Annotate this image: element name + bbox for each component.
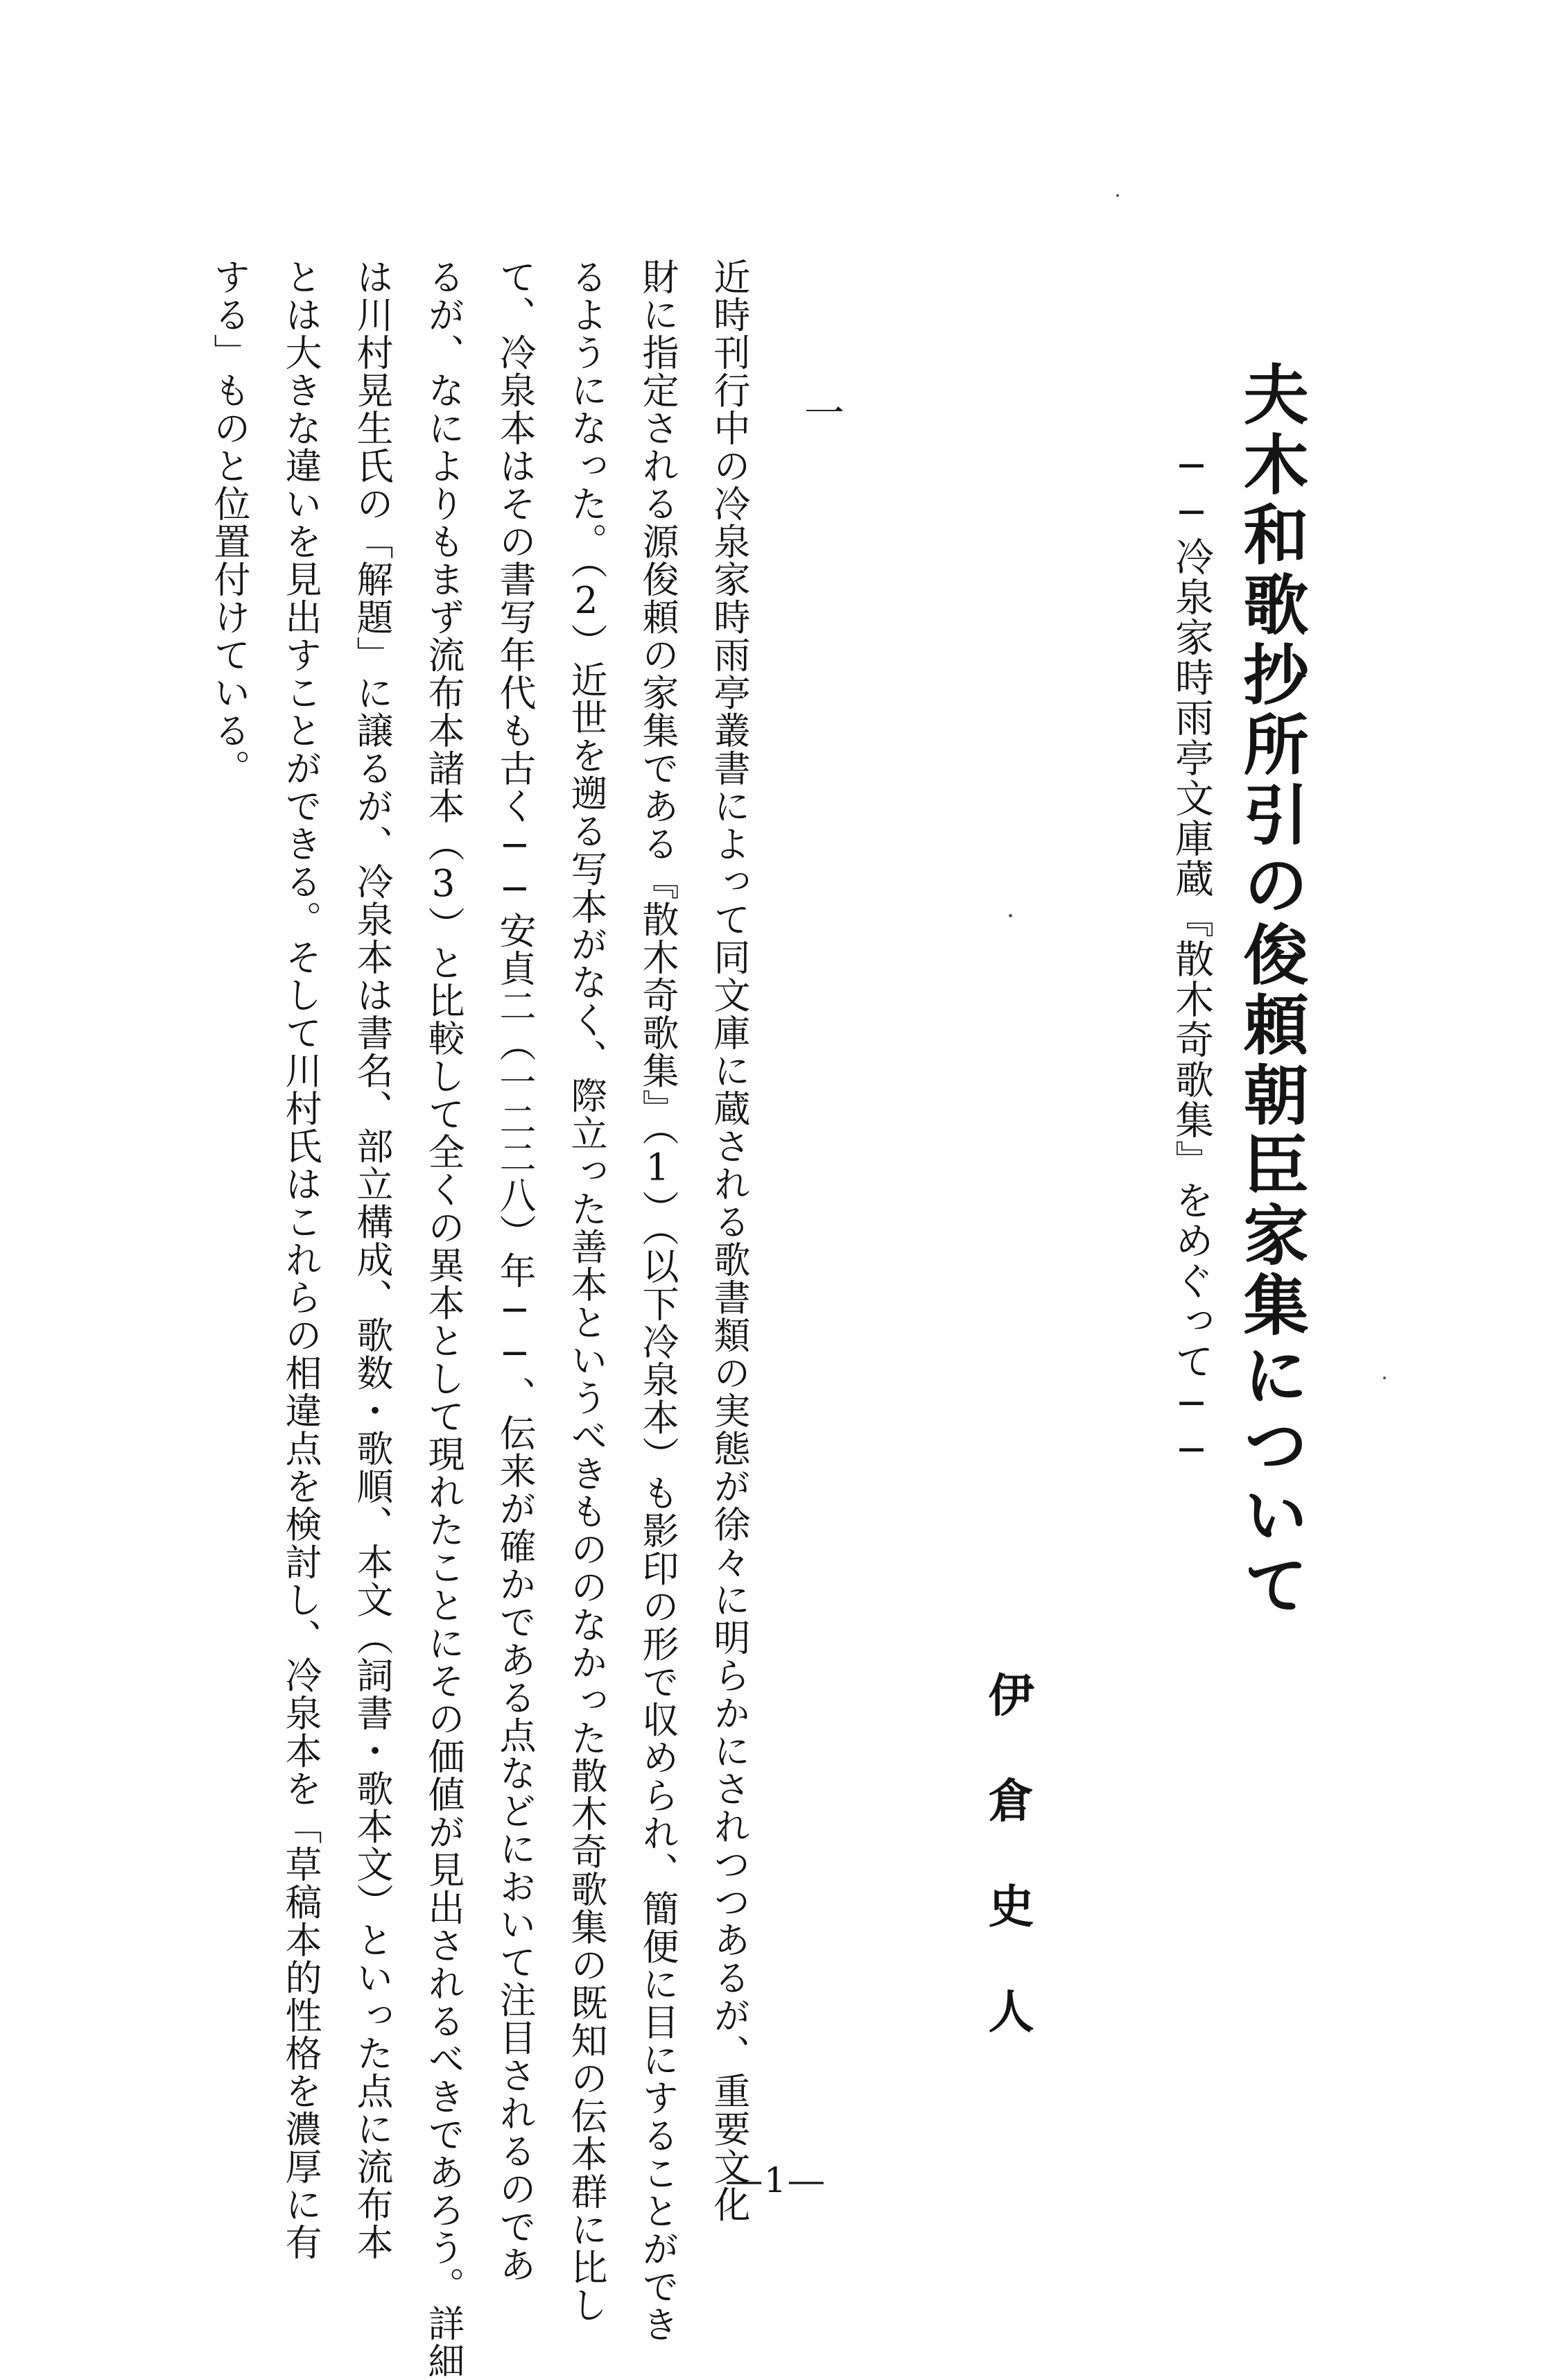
page-number: ―1―	[727, 2160, 826, 2200]
article-title: 夫木和歌抄所引の俊頼朝臣家集について	[1232, 361, 1308, 1621]
section-number: 一	[797, 392, 844, 432]
article-subtitle: ──冷泉家時雨亭文庫蔵『散木奇歌集』をめぐって──	[1169, 444, 1214, 1474]
body-line: は川村晃生氏の「解題」に譲るが、冷泉本は書名、部立構成、歌数・歌順、本文（詞書・歌本文）といった点に流布本	[351, 258, 393, 2261]
scan-speck	[1009, 914, 1012, 917]
body-line: るが、なによりもまず流布本諸本（3）と比較して全くの異本として現れたことにその価値が見出されるべきであろう。詳細	[422, 258, 465, 2380]
scan-speck	[1383, 1377, 1386, 1379]
body-line: とは大きな違いを見出すことができる。そして川村氏はこれらの相違点を検討し、冷泉本を「草稿本的性格を濃厚に有	[279, 258, 322, 2261]
body-line: 財に指定される源俊頼の家集である『散木奇歌集』（1）（以下冷泉本）も影印の形で収められ、簡便に目にすることができ	[636, 258, 679, 2343]
body-line: 近時刊行中の冷泉家時雨亭叢書によって同文庫に蔵される歌書類の実態が徐々に明らかにされつつあるが、重要文化	[708, 258, 750, 2223]
body-line: るようになった。（2）近世を遡る写本がなく、際立った善本というべきもののなかった散木奇歌集の既知の伝本群に比し	[565, 258, 607, 2324]
body-line: て、冷泉本はその書写年代も古く──安貞二（一二二八）年──、伝来が確かである点などにおいて注目されるのであ	[494, 258, 536, 2284]
scan-speck	[1116, 194, 1119, 197]
author-name: 伊倉史人	[980, 1671, 1034, 2093]
body-line: する」ものと位置付けている。	[208, 258, 250, 787]
